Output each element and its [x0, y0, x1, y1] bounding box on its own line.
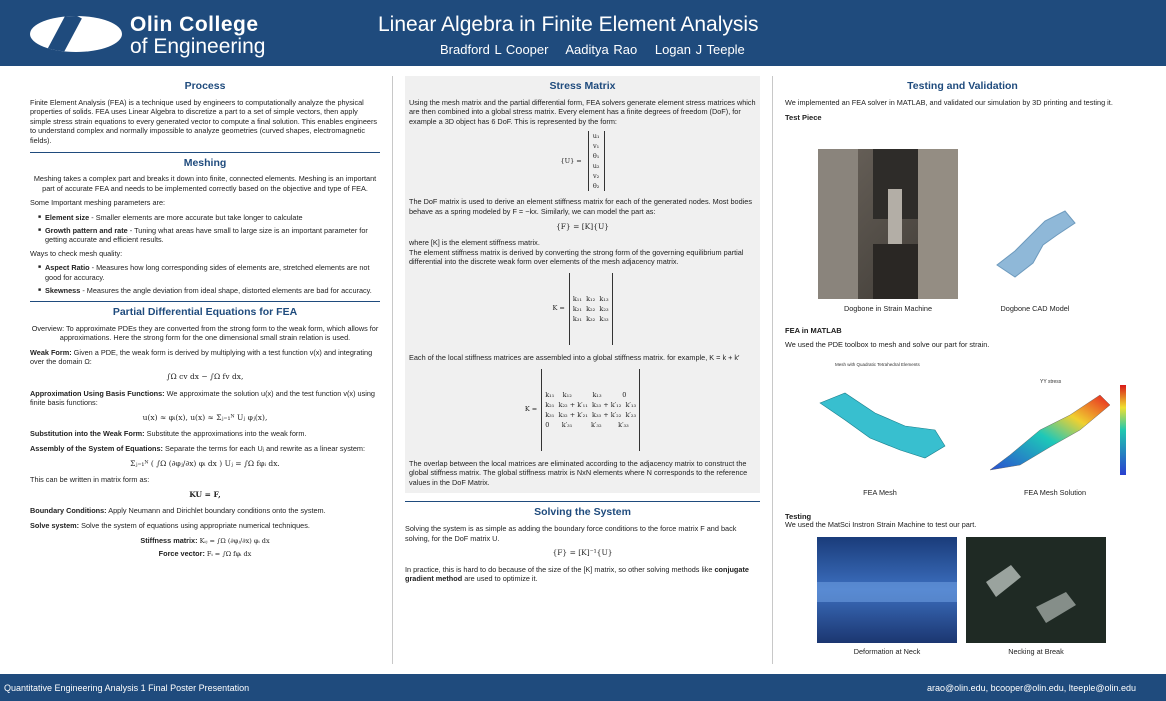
- author-name: Bradford L Cooper: [440, 42, 549, 57]
- stiffness-matrix-eq: Stiffness matrix: Kᵢⱼ = ∫Ω (∂φⱼ/∂x) φᵢ dx: [140, 535, 270, 545]
- stress-p1: Using the mesh matrix and the partial differential form, FEA solvers generate element stress matrices which are then combined into a global stress matrix. Every element has a finite degrees of freedom (DoF), for example a 3D object has 6 DoF. This is represented by the form:: [409, 97, 756, 126]
- cad-model-image: [985, 205, 1085, 290]
- meshing-heading: Meshing: [30, 152, 380, 169]
- stress-p3b: The element stiffness matrix is derived by converting the strong form of the governing equilibrium partial differential into the discrete weak form over elements of the mesh adjacency matrix.: [409, 247, 744, 267]
- author-list: [440, 42, 758, 57]
- meshing-params-list: [38, 213, 380, 245]
- column-divider: [392, 76, 393, 664]
- fea-solution-caption: FEA Mesh Solution: [1023, 488, 1087, 497]
- left-column: [30, 76, 380, 565]
- fea-solution-plot: [980, 375, 1140, 485]
- meshing-intro: Meshing takes a complex part and breaks it down into finite, connected elements. Meshing is an important part of accurate FEA and needs to be implemented correctly based on the objective and type of FEA.: [33, 174, 377, 193]
- logo-line1: Olin College: [130, 13, 259, 36]
- mesh-quality-label: Ways to check mesh quality:: [30, 248, 123, 258]
- strain-machine-caption: Dogbone in Strain Machine: [843, 304, 933, 313]
- mesh-quality-list: [38, 263, 380, 295]
- poster-header: [0, 0, 1166, 66]
- poster-title: Linear Algebra in Finite Element Analysis: [378, 13, 759, 36]
- solving-equation: {F} = [K]⁻¹{U}: [552, 548, 613, 558]
- solving-heading: Solving the System: [405, 501, 760, 518]
- deformation-caption: Deformation at Neck: [853, 647, 921, 656]
- solution-plot-title: YY stress: [1040, 379, 1062, 385]
- mesh-plot-title: Mesh with Quadratic Tetrahedral Elements: [835, 362, 920, 367]
- poster-footer: [0, 674, 1166, 701]
- force-vector-eq: Force vector: Fᵢ = ∫Ω fφᵢ dx: [158, 549, 252, 559]
- deformation-photo: [817, 537, 957, 643]
- fku-equation: {F} = [K]{U}: [555, 221, 610, 231]
- process-heading: Process: [184, 80, 226, 92]
- test-piece-label: Test Piece: [785, 113, 822, 123]
- column-divider: [772, 76, 773, 664]
- solving-p1: Solving the system is as simple as adding the boundary force conditions to the force matrix F and back solving, for the DoF matrix U.: [405, 523, 737, 543]
- testing-intro: We implemented an FEA solver in MATLAB, and validated our simulation by 3D printing and testing it.: [785, 97, 1113, 107]
- olin-logo: [30, 10, 270, 60]
- matrix-equation: KU = F,: [189, 489, 221, 499]
- list-item: ■ Aspect Ratio - Measures how long corresponding sides of elements are, stretched elements are not good for accuracy.: [38, 263, 380, 282]
- boundary-text: Boundary Conditions: Apply Neumann and Dirichlet boundary conditions onto the system.: [30, 506, 326, 516]
- right-column: [785, 76, 1140, 129]
- matrix-form-text: This can be written in matrix form as:: [30, 475, 150, 485]
- global-k-matrix: K = k₁₁ k₁₂ k₁₃ 0 k₂₁ k₂₂ + k′₁₁ k₂₃ + k′₁₂ k′₁₃ k₃₁ k₃₂ + k′₂₁ k₃₃ + k′₂₂ k′₂₃ 0 k′₃₁ k′₃₂ k′₃₃: [409, 369, 756, 451]
- matlab-text: We used the PDE toolbox to mesh and solve our part for strain.: [785, 340, 990, 349]
- middle-column: [405, 76, 760, 589]
- necking-photo: [966, 537, 1106, 643]
- cad-model-caption: Dogbone CAD Model: [1000, 304, 1070, 313]
- stress-heading: Stress Matrix: [549, 80, 616, 92]
- testing-text: We used the MatSci Instron Strain Machine to test our part.: [785, 520, 977, 529]
- local-k-matrix: K = k₁₁ k₁₂ k₁₃ k₂₁ k₂₂ k₂₃ k₃₁ k₃₂ k₃₃: [409, 273, 756, 345]
- weak-form-equation: ∫Ω cv dx − ∫Ω fv dx,: [166, 372, 244, 382]
- stress-p2: The DoF matrix is used to derive an element stiffness matrix for each of the generated nodes. Most bodies behave as a spring modeled by F = −kx. Similarly, we can model the part as:: [409, 197, 752, 216]
- basis-equation: u(x) ≈ φᵢ(x), u(x) ≈ Σⱼ₌₁ᴺ Uⱼ φⱼ(x),: [142, 412, 268, 422]
- footer-emails: arao@olin.edu, bcooper@olin.edu, lteeple@olin.edu: [926, 683, 1136, 693]
- assembly-text: Assembly of the System of Equations: Separate the terms for each Uⱼ and rewrite as a linear system:: [30, 444, 366, 454]
- weak-form-text: Weak Form: Given a PDE, the weak form is derived by multiplying with a test function v(x) and integrating over the domain Ω:: [30, 347, 373, 367]
- testing-label: Testing: [785, 512, 812, 521]
- list-item: ■ Skewness - Measures the angle deviation from ideal shape, distorted elements are bad for accuracy.: [38, 286, 380, 296]
- testing-heading: Testing and Validation: [907, 80, 1018, 92]
- pde-overview: Overview: To approximate PDEs they are converted from the strong form to the weak form, which allows for approximations. Here the strong form for the one dimensional small strain relation is used.: [31, 323, 379, 343]
- stress-p4: Each of the local stiffness matrices are assembled into a global stiffness matrix. for example, K = k + k′: [409, 352, 740, 362]
- meshing-params-label: Some Important meshing parameters are:: [30, 198, 166, 208]
- dof-vector: {U} = u₁ v₁ θ₁ u₂ v₂ θ₂: [409, 131, 756, 191]
- olin-logo-icon: [30, 16, 122, 52]
- substitution-text: Substitution into the Weak Form: Substitute the approximations into the weak form.: [30, 429, 307, 439]
- solve-text: Solve system: Solve the system of equations using appropriate numerical techniques.: [30, 521, 310, 530]
- stress-p3a: where [K] is the element stiffness matrix.: [409, 238, 540, 248]
- author-name: Aaditya Rao: [565, 42, 638, 57]
- stress-p5: The overlap between the local matrices are eliminated according to the adjacency matrix to construct the global stiffness matrix. The global stiffness matrix is NxN elements where N corresponds to the reference values in the DoF Matrix.: [409, 458, 748, 487]
- strain-machine-photo: [818, 149, 958, 299]
- stress-matrix-box: [405, 76, 760, 493]
- fea-mesh-caption: FEA Mesh: [863, 488, 897, 497]
- assembly-equation: Σⱼ₌₁ᴺ ( ∫Ω (∂φⱼ/∂x) φᵢ dx ) Uⱼ = ∫Ω fφᵢ dx.: [130, 458, 280, 468]
- basis-text: Approximation Using Basis Functions: We approximate the solution u(x) and the test function v(x) using finite basis functions:: [30, 388, 375, 408]
- list-item: ■ Growth pattern and rate - Tuning what areas have small to large size is an important parameter for getting accurate and efficient results.: [38, 226, 380, 245]
- fea-mesh-plot: [805, 358, 955, 483]
- list-item: ■ Element size - Smaller elements are more accurate but take longer to calculate: [38, 213, 380, 223]
- logo-line2: of Engineering: [130, 35, 266, 58]
- author-name: Logan J Teeple: [654, 42, 745, 57]
- footer-left: Quantitative Engineering Analysis 1 Final Poster Presentation: [4, 683, 250, 693]
- necking-caption: Necking at Break: [1008, 647, 1064, 656]
- matlab-label: FEA in MATLAB: [785, 326, 842, 335]
- pde-heading: Partial Differential Equations for FEA: [30, 301, 380, 318]
- solving-p2: In practice, this is hard to do because of the size of the [K] matrix, so other solving methods like conjugate gradient method are used to optimize it.: [405, 564, 749, 584]
- process-body: Finite Element Analysis (FEA) is a technique used by engineers to computationally analyze the physical properties of solids. FEA uses Linear Algebra to discretize a part to a set of simple vectors, then apply simple stress strain equations to every generated vector to compute a final solution. This enables engineers to understand complex and normally impossible to analyze geometries (curved shapes, electromagnetic fields).: [30, 97, 378, 145]
